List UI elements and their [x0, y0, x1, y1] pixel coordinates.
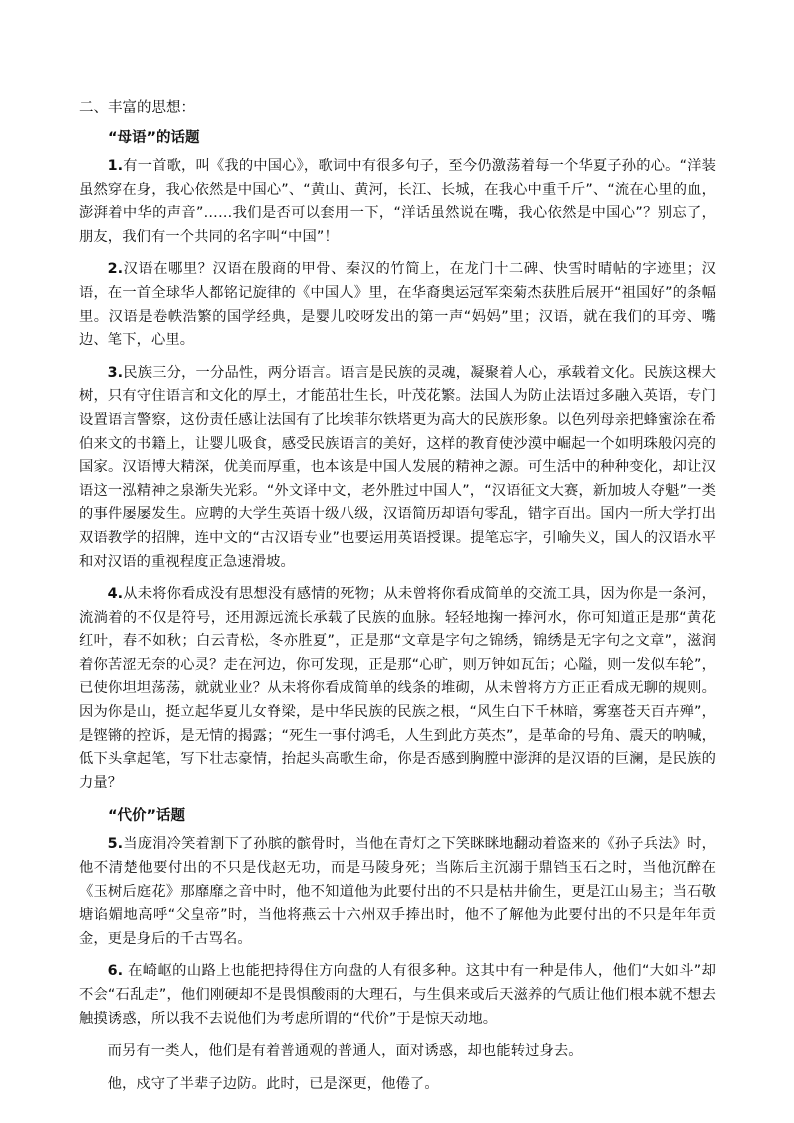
topic-title-mother-tongue: “母语”的话题	[108, 130, 200, 146]
paragraph-text: 当庞涓冷笑着割下了孙膑的髌骨时，当他在青灯之下笑眯眯地翻动着盗来的《孙子兵法》时，他不清楚他要付出的不只是伐赵无功，而是马陵身死；当陈后主沉溺于鼎铛玉石之时，当他沉醉在《玉树后庭花》那靡靡之音中时，他不知道他为此要付出的不只是枯井偷生，更是江山易主；当石敬塘谄媚地高呼“父皇帝”时，当他将燕云十六州双手捧出时，他不了解他为此要付出的不只是年年贡金，更是身后的千古骂名。	[79, 836, 716, 947]
section-title: 二、丰富的思想：	[79, 100, 195, 116]
paragraph-3	[79, 362, 716, 574]
closing-paragraph-2: 他，戍守了半辈子边防。此时，已是深更，他倦了。	[107, 1075, 439, 1092]
paragraph-5	[79, 833, 716, 951]
paragraph-2	[79, 258, 716, 352]
document-content	[79, 96, 716, 1105]
paragraph-number: 4.	[107, 586, 124, 603]
paragraph-number: 6.	[107, 963, 124, 980]
paragraph-number: 2.	[107, 261, 124, 278]
paragraph-number: 1.	[107, 158, 124, 174]
paragraph-text: 汉语在哪里？汉语在殷商的甲骨、秦汉的竹简上，在龙门十二碑、快雪时晴帖的字迹里；汉语，在一首全球华人都铭记旋律的《中国人》里，在华裔奥运冠军栾菊杰获胜后展开“祖国好”的条幅里。汉语是卷帙浩繁的国学经典，是婴儿咬呀发出的第一声“妈妈”里；汉语，就在我们的耳旁、嘴边、笔下，心里。	[79, 261, 716, 349]
topic-title-cost: “代价”话题	[108, 808, 186, 825]
paragraph-1	[79, 155, 716, 249]
paragraph-text: 有一首歌，叫《我的中国心》，歌词中有很多句子，至今仍激荡着每一个华夏子孙的心。“洋装虽然穿在身，我心依然是中国心”、“黄山、黄河，长江、长城，在我心中重千斤”、“流在心里的血，澎湃着中华的声音”……我们是否可以套用一下，“洋话虽然说在嘴，我心依然是中国心”？别忘了，朋友，我们有一个共同的名字叫“中国”！	[79, 158, 716, 245]
paragraph-number: 3.	[107, 364, 124, 381]
paragraph-6	[79, 960, 716, 1031]
paragraph-text: 从未将你看成没有思想没有感情的死物；从未曾将你看成简单的交流工具，因为你是一条河，流淌着的不仅是符号，还用源远流长承载了民族的血脉。轻轻地掬一捧河水，你可知道正是那“黄花红叶，春不如秋；白云青松，冬亦胜夏”，正是那“文章是字句之锦绣，锦绣是无字句之文章”，滋润着你苦涩无奈的心灵？走在河边，你可发现，正是那“心旷，则万钟如瓦缶；心隘，则一发似车轮”，已使你坦坦荡荡，就就业业？从未将你看成简单的线条的堆砌，从未曾将方方正正看成无聊的规则。因为你是山，挺立起华夏儿女脊梁，是中华民族的民族之根，“风生白下千林暗，雾塞苍天百卉殚”，是铿锵的控诉，是无情的揭露；“死生一事付鸿毛，人生到此方英杰”，是革命的号角、震天的呐喊，低下头拿起笔，写下壮志豪情，抬起头高歌生命，你是否感到胸膛中澎湃的是汉语的巨澜，是民族的力量？	[79, 586, 716, 791]
paragraph-number: 5.	[107, 836, 124, 853]
paragraph-4	[79, 583, 716, 795]
paragraph-text: 在崎岖的山路上也能把持得住方向盘的人有很多种。这其中有一种是伟人，他们“大如斗”却不会“石乱走”，他们刚硬却不是畏惧酸雨的大理石，与生俱来或后天滋养的气质让他们根本就不想去触摸诱惑，所以我不去说他们为考虑所谓的“代价”于是惊天动地。	[79, 963, 716, 1027]
paragraph-text: 民族三分，一分品性，两分语言。语言是民族的灵魂，凝聚着人心，承载着文化。民族这棵大树，只有守住语言和文化的厚土，才能茁壮生长，叶茂花繁。法国人为防止法语过多融入英语，专门设置语言警察，这份责任感让法国有了比埃菲尔铁塔更为高大的民族形象。以色列母亲把蜂蜜涂在希伯来文的书籍上，让婴儿吸食，感受民族语言的美好，这样的教育使沙漠中崛起一个如明珠般闪亮的国家。汉语博大精深，优美而厚重，也本该是中国人发展的精神之源。可生活中的种种变化，却让汉语这一泓精神之泉渐失光彩。“外文译中文，老外胜过中国人”，“汉语征文大赛，新加坡人夺魁”一类的事件屡屡发生。应聘的大学生英语十级八级，汉语简历却语句零乱，错字百出。国内一所大学打出双语教学的招牌，连中文的“古汉语专业”也要运用英语授课。提笔忘字，引喻失义，国人的汉语水平和对汉语的重视程度正急速滑坡。	[79, 364, 716, 570]
closing-paragraph-1: 而另有一类人，他们是有着普通观的普通人，面对诱惑，却也能转过身去。	[107, 1043, 583, 1060]
